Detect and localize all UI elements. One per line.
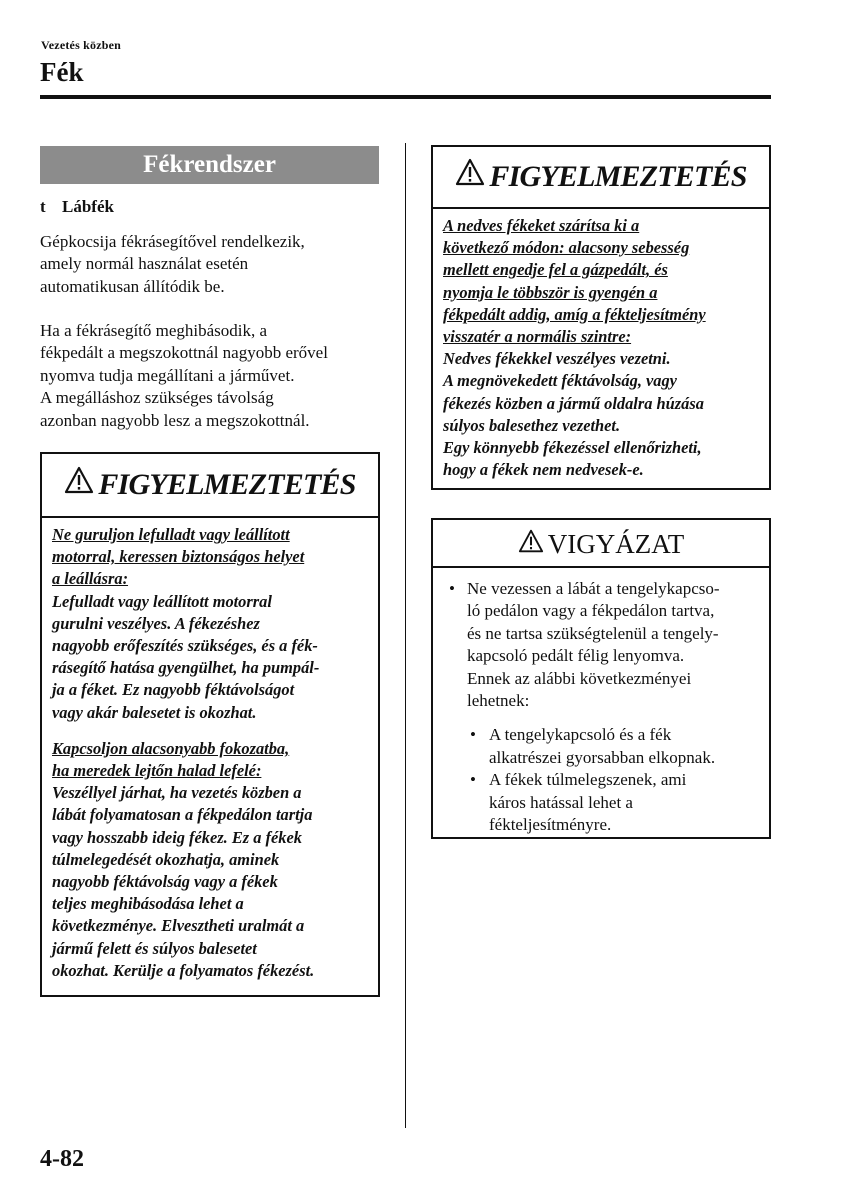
title-rule [40,95,771,99]
warning-text-line: ja a féket. Ez nagyobb féktávolságot [52,680,295,700]
warning-heading-line: a leállásra: [52,569,129,589]
sub-list [447,724,759,836]
text-line: nyomva tudja megállítani a járművet. [40,365,295,385]
warning-text-line: Nedves fékekkel veszélyes vezetni. [443,349,671,369]
caution-text-line: fékteljesítményre. [489,815,612,835]
caution-text-line: Ennek az alábbi következményei [467,668,692,688]
warning-title: FIGYELMEZTETÉS [489,160,747,193]
warning-text-line: következménye. Elvesztheti uralmát a [52,916,305,936]
section-heading: Fékrendszer [40,146,379,184]
warning-text-line: lábát folyamatosan a fékpedálon tartja [52,805,313,825]
warning-heading-line: ha meredek lejtőn halad lefelé: [52,761,262,781]
warning-heading-line: Kapcsoljon alacsonyabb fokozatba, [52,738,290,758]
warning-triangle-icon [518,525,544,573]
caution-body [433,568,769,836]
warning-box-left [40,452,380,997]
warning-heading-line: mellett engedje fel a gázpedált, és [443,260,668,280]
warning-text-line: hogy a fékek nem nedvesek-e. [443,460,644,480]
text-line: Gépkocsija fékrásegítővel rendelkezik, [40,232,305,251]
caution-text-line: lehetnek: [467,691,530,711]
warning-text-line: Egy könnyebb fékezéssel ellenőrizheti, [443,438,702,458]
sub-heading [40,196,114,218]
text-line: fékpedált a megszokottnál nagyobb erővel [40,343,328,363]
caution-text-line: alkatrészei gyorsabban elkopnak. [489,747,716,767]
warning-heading-line: következő módon: alacsony sebesség [443,238,690,258]
warning-text-line: A megnövekedett féktávolság, vagy [443,371,677,391]
bullet-icon: • [449,579,455,598]
warning-heading-line: motorral, keressen biztonságos helyet [52,547,305,567]
caution-box [431,518,771,839]
warning-text-line: rásegítő hatása gyengülhet, ha pumpál- [52,658,320,678]
warning-title: FIGYELMEZTETÉS [98,468,356,501]
text-line: amely normál használat esetén [40,254,249,274]
warning-heading-line: visszatér a normális szintre: [443,327,632,347]
warning-heading-line: Ne guruljon lefulladt vagy leállított [52,525,290,544]
caution-header [433,520,769,568]
warning-text-line: vagy akár balesetet is okozhat. [52,702,257,722]
list-item [447,578,759,712]
warning-header [42,454,378,518]
warning-body [42,518,378,982]
sub-heading-label: Lábfék [62,197,114,216]
warning-text-line: nagyobb erőfeszítés szükséges, és a fék- [52,636,318,656]
caution-text-line: káros hatással lehet a [489,792,633,812]
warning-header [433,147,769,209]
text-line: A megálláshoz szükséges távolság [40,388,274,408]
warning-triangle-icon [64,459,94,521]
warning-text-line: nagyobb féktávolság vagy a fékek [52,872,278,892]
sub-heading-marker: t [40,197,46,216]
text-line: Ha a fékrásegítő meghibásodik, a [40,321,268,340]
page-title: Fék [40,57,84,87]
failure-paragraph [40,320,380,432]
warning-text-line: Veszéllyel járhat, ha vezetés közben a [52,783,302,803]
warning-heading-line: nyomja le többször is gyengén a [443,282,658,302]
list-item [467,769,759,836]
column-divider [405,143,406,1128]
caution-text-line: A tengelykapcsoló és a fék [489,725,672,745]
bullet-icon: • [470,725,476,745]
caution-text-line: A fékek túlmelegszenek, ami [489,770,687,790]
warning-triangle-icon [455,152,485,212]
list-item [467,724,759,769]
warning-box-right [431,145,771,490]
warning-text-line: okozhat. Kerülje a folyamatos fékezést. [52,960,315,980]
warning-text-line: fékezés közben a jármű oldalra húzása [443,393,704,413]
warning-text-line: súlyos balesethez vezethet. [443,415,621,435]
warning-heading-line: fékpedált addig, amíg a fékteljesítmény [443,304,706,324]
text-line: automatikusan állítódik be. [40,276,225,296]
page-number: 4-82 [40,1146,84,1172]
warning-body [433,209,769,481]
text-line: azonban nagyobb lesz a megszokottnál. [40,410,310,430]
warning-text-line: túlmelegedését okozhatja, aminek [52,849,280,869]
warning-text-line: jármű felett és súlyos balesetet [52,938,257,958]
caution-text-line: ló pedálon vagy a fékpedálon tartva, [467,601,715,621]
bullet-icon: • [470,770,476,790]
warning-text-line: vagy hosszabb ideig fékez. Ez a fékek [52,827,302,847]
warning-text-line: teljes meghibásodása lehet a [52,894,244,914]
warning-text-line: gurulni veszélyes. A fékezéshez [52,613,260,633]
warning-heading-line: A nedves fékeket szárítsa ki a [443,216,640,235]
caution-title: VIGYÁZAT [547,529,685,559]
caution-text-line: és ne tartsa szükségtelenül a tengely- [467,623,719,643]
intro-paragraph [40,231,380,298]
running-header: Vezetés közben [41,38,122,52]
caution-text-line: Ne vezessen a lábát a tengelykapcso- [467,579,720,598]
warning-text-line: Lefulladt vagy leállított motorral [52,591,272,611]
caution-text-line: kapcsoló pedált félig lenyomva. [467,646,685,666]
